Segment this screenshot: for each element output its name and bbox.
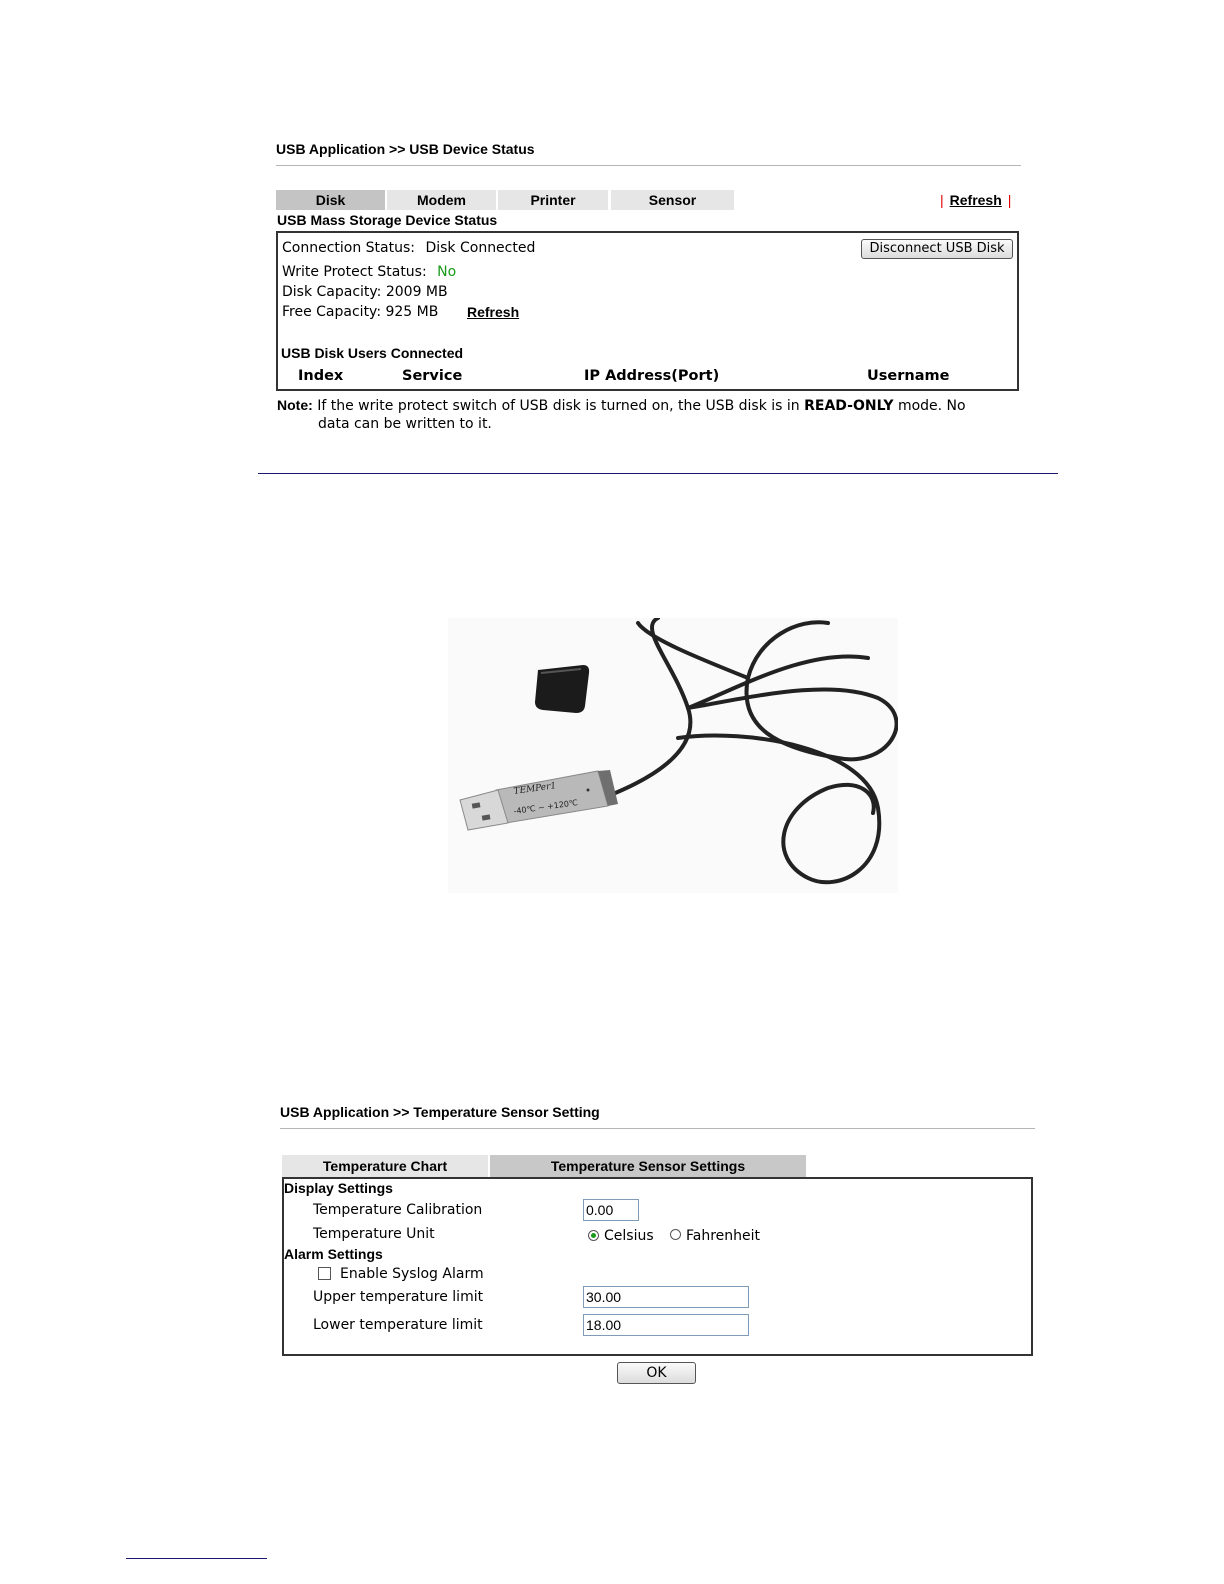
note-bold: READ-ONLY xyxy=(804,398,894,414)
enable-syslog-alarm-label: Enable Syslog Alarm xyxy=(340,1266,484,1282)
page-title-usb-device-status: USB Application >> USB Device Status xyxy=(276,141,535,157)
column-header-username: Username xyxy=(867,368,950,384)
separator-bar: | xyxy=(1007,192,1012,208)
connection-status-value: Disk Connected xyxy=(425,240,536,256)
unit-label: Temperature Unit xyxy=(313,1226,435,1242)
lower-limit-label: Lower temperature limit xyxy=(313,1317,483,1333)
separator-bar: | xyxy=(940,192,944,208)
celsius-radio[interactable] xyxy=(588,1230,599,1241)
upper-limit-input[interactable] xyxy=(583,1286,749,1308)
note-text-1: If the write protect switch of USB disk is turned on, the USB disk is in xyxy=(317,398,800,414)
alarm-settings-heading: Alarm Settings xyxy=(284,1246,383,1262)
disk-users-title: USB Disk Users Connected xyxy=(281,345,464,361)
column-header-service: Service xyxy=(402,368,463,384)
page-title-temperature-sensor: USB Application >> Temperature Sensor Setting xyxy=(280,1104,600,1120)
calibration-label: Temperature Calibration xyxy=(313,1202,483,1218)
tab-printer[interactable]: Printer xyxy=(498,190,608,210)
radio-selected-dot xyxy=(591,1233,596,1238)
note-label: Note: xyxy=(277,397,313,413)
enable-syslog-alarm-checkbox[interactable] xyxy=(318,1267,331,1280)
sensor-label-range: -40℃ ~ +120℃ xyxy=(513,798,579,816)
connection-status xyxy=(282,240,535,256)
tab-sensor[interactable]: Sensor xyxy=(611,190,734,210)
write-protect-label: Write Protect Status: xyxy=(282,264,427,280)
column-header-index: Index xyxy=(298,368,344,384)
connection-status-label: Connection Status: xyxy=(282,240,415,256)
refresh-link[interactable]: Refresh xyxy=(949,192,1002,208)
calibration-input[interactable] xyxy=(583,1199,639,1221)
section-separator xyxy=(258,473,1058,474)
note-text-3: data can be written to it. xyxy=(318,416,492,432)
usb-cap xyxy=(535,665,589,713)
note xyxy=(277,396,1017,433)
write-protect-status xyxy=(282,264,456,280)
title-divider xyxy=(276,165,1021,166)
refresh-control xyxy=(940,192,1011,208)
fahrenheit-radio[interactable] xyxy=(670,1229,681,1240)
section-title-mass-storage: USB Mass Storage Device Status xyxy=(277,212,498,228)
disconnect-usb-disk-button[interactable]: Disconnect USB Disk xyxy=(861,239,1013,259)
tab-modem[interactable]: Modem xyxy=(387,190,496,210)
tab-temperature-chart[interactable]: Temperature Chart xyxy=(282,1155,488,1177)
free-capacity-refresh-link[interactable]: Refresh xyxy=(467,304,520,320)
title-divider xyxy=(280,1128,1035,1129)
usb-temperature-sensor-photo xyxy=(448,618,898,893)
fahrenheit-option-label: Fahrenheit xyxy=(686,1228,761,1244)
column-header-ip-address: IP Address(Port) xyxy=(584,368,720,384)
tab-temperature-sensor-settings[interactable]: Temperature Sensor Settings xyxy=(490,1155,806,1177)
upper-limit-label: Upper temperature limit xyxy=(313,1289,484,1305)
display-settings-heading: Display Settings xyxy=(284,1180,393,1196)
footnote-rule xyxy=(126,1558,267,1559)
celsius-option-label: Celsius xyxy=(604,1228,654,1244)
tab-disk[interactable]: Disk xyxy=(276,190,385,210)
note-text-2: mode. No xyxy=(897,398,966,414)
lower-limit-input[interactable] xyxy=(583,1314,749,1336)
free-capacity: Free Capacity: 925 MB xyxy=(282,304,439,320)
ok-button[interactable]: OK xyxy=(617,1362,696,1384)
sensor-label-model: TEMPer1 xyxy=(513,781,557,797)
disk-capacity: Disk Capacity: 2009 MB xyxy=(282,284,448,300)
write-protect-value: No xyxy=(437,264,457,280)
